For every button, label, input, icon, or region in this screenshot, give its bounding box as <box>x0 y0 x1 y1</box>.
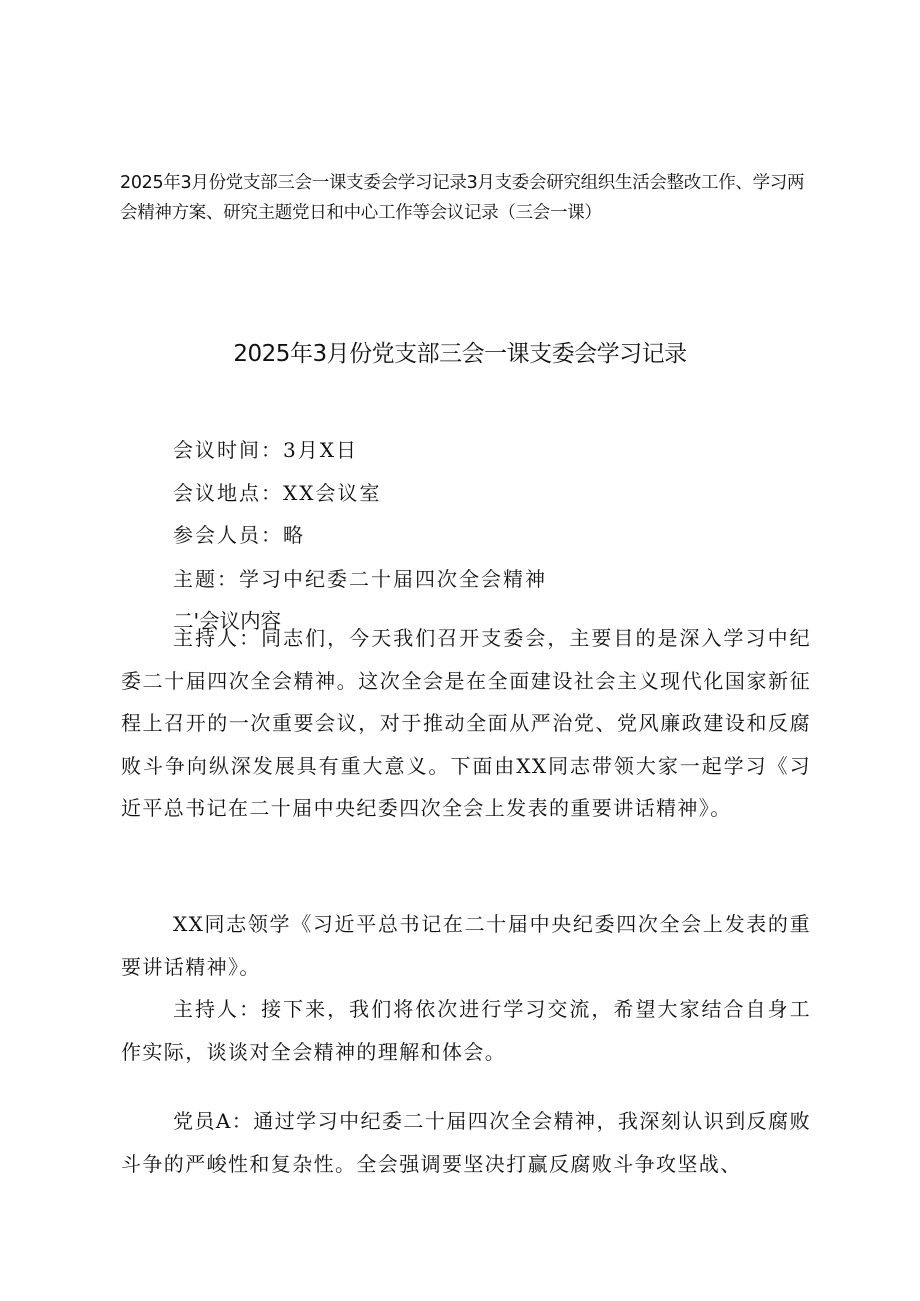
meeting-time: 会议时间：3月X日 <box>173 438 358 462</box>
document-title: 2025年3月份党支部三会一课支委会学习记录 <box>233 341 687 367</box>
meeting-place: 会议地点：XX会议室 <box>173 481 382 505</box>
paragraph-host-discussion: 主持人：接下来，我们将依次进行学习交流，希望大家结合自身工作实际，谈谈对全会精神的理解和体会。 <box>121 997 811 1064</box>
section-heading: 二'会议内容 <box>173 609 282 633</box>
paragraph-member-a: 党员A：通过学习中纪委二十届四次全会精神，我深刻认识到反腐败斗争的严峻性和复杂性。全会强调要坚决打赢反腐败斗争攻坚战、 <box>121 1109 811 1176</box>
meeting-attendees: 参会人员：略 <box>173 523 305 547</box>
paragraph-host-opening: 主持人：同志们，今天我们召开支委会，主要目的是深入学习中纪委二十届四次全会精神。这次全会是在全面建设社会主义现代化国家新征程上召开的一次重要会议，对于推动全面从严治党、党风廉政建设和反腐败斗争向纵深发展具有重大意义。下面由XX同志带领大家一起学习《习近平总书记在二十届中央纪委四次全会上发表的重要讲话精神》。 <box>121 626 811 821</box>
paragraph-study-lead: XX同志领学《习近平总书记在二十届中央纪委四次全会上发表的重要讲话精神》。 <box>121 912 811 979</box>
document-header: 2025年3月份党支部三会一课支委会学习记录3月支委会研究组织生活会整改工作、学习两会精神方案、研究主题党日和中心工作等会议记录（三会一课） <box>120 173 805 223</box>
meeting-topic: 主题：学习中纪委二十届四次全会精神 <box>173 567 547 591</box>
